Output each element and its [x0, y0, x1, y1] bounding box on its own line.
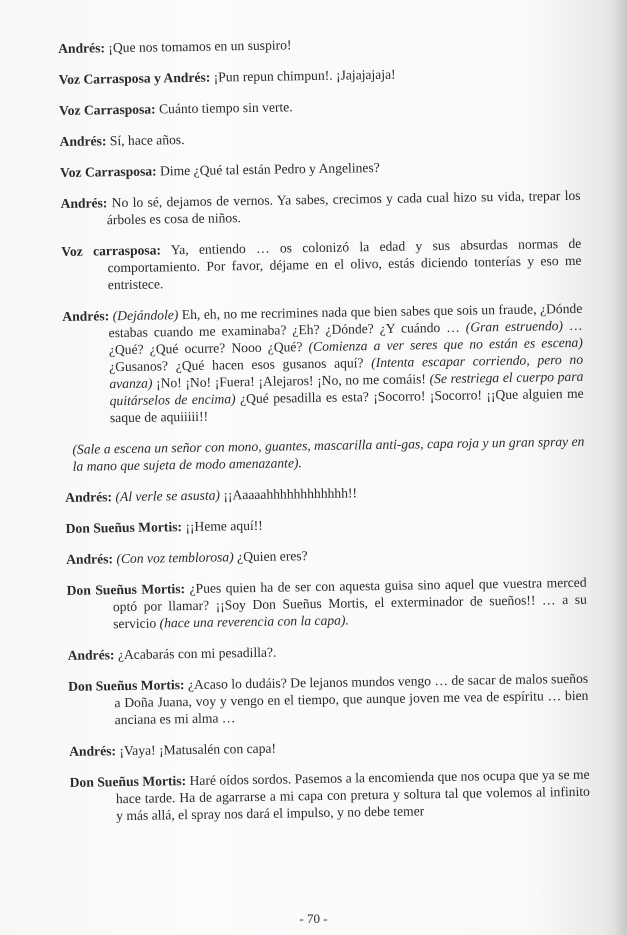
speaker-name: Don Sueñus Mortis:	[65, 519, 183, 536]
speech-text: ¿Pues quien ha de ser con aquesta guisa sino aquel que vuestra merced optó por llamar? ¡¡Soy Don Sueñus Mortis, el exterminador de sueños!! … a su servicio	[112, 574, 587, 632]
dialogue-line	[67, 574, 588, 633]
speech-text: Ya, entiendo … os colonizó la edad y sus absurdas normas de comportamiento. Por favor, déjame en el olivo, estás diciendo tonterías y eso me entristece.	[107, 235, 582, 293]
speaker-name: Andrés:	[69, 743, 117, 759]
speaker-name: Andrés:	[60, 195, 108, 211]
dialogue-line	[60, 187, 580, 229]
stage-direction-text: (Sale a escena un señor con mono, guantes, mascarilla anti-gas, capa roja y un gran spray en la mano que sujeta de modo amenazante).	[72, 433, 585, 474]
speech-text: ¡¡Aaaaahhhhhhhhhhhh!!	[219, 485, 358, 503]
speech-text: Dime ¿Qué tal están Pedro y Angelines?	[156, 159, 380, 179]
dialogue-line	[58, 63, 578, 88]
dialogue-line	[68, 670, 589, 729]
speaker-name: Voz Carrasposa y Andrés:	[58, 69, 211, 87]
speaker-name: Voz carrasposa:	[61, 242, 162, 259]
stage-direction-text: (Gran estruendo)	[465, 318, 564, 335]
dialogue-line	[65, 481, 585, 506]
speaker-name: Andrés:	[62, 308, 110, 324]
speech-text: ¿Acabarás con mi pesadilla?.	[114, 644, 277, 663]
page-gutter-shadow	[613, 0, 627, 935]
speaker-name: Andrés:	[66, 551, 114, 567]
speaker-name: Andrés:	[58, 40, 106, 56]
dialogue-line	[66, 512, 586, 537]
dialogue-line	[60, 156, 580, 181]
stage-direction-text: (Al verle se asusta)	[115, 487, 221, 505]
speaker-name: Voz Carrasposa:	[58, 101, 156, 118]
speech-text: ¿Quien eres?	[233, 548, 308, 565]
dialogue-line	[62, 300, 584, 427]
dialogue-line	[69, 735, 589, 760]
stage-direction	[64, 433, 584, 475]
speech-text: ¿Gusanos? ¿Qué hacen esos gusanos aquí?	[109, 355, 372, 375]
speaker-name: Andrés:	[65, 489, 113, 505]
speaker-name: Don Sueñus Mortis:	[68, 677, 185, 694]
speech-text: ¡No! ¡No! ¡Fuera! ¡Alejaros! ¡No, no me comáis!	[152, 371, 430, 391]
page-number: - 70 -	[299, 911, 328, 926]
speech-text: ¿Acaso lo dudáis? De lejanos mundos vengo … de sacar de malos sueños a Doña Juana, voy y vengo en el tiempo, que aunque joven me vea de espíritu … bien anciana es mi alma …	[114, 670, 589, 728]
speech-text: ¡¡Heme aquí!!	[181, 517, 263, 535]
speech-text: Eh, eh, no me recrimines nada que bien sabes que sois un fraude, ¿Dónde estabas cuando me examinaba? ¿Eh? ¿Dónde? ¿Y cuándo …	[108, 300, 583, 341]
stage-direction-text: (hace una reverencia con la capa).	[159, 612, 349, 631]
dialogue-line	[68, 639, 588, 664]
stage-direction-text: (Dejándole)	[112, 307, 179, 324]
speaker-name: Andrés:	[67, 647, 115, 663]
speech-text: Sí, hace años.	[106, 132, 185, 149]
dialogue-line	[66, 543, 586, 568]
speaker-name: Don Sueñus Mortis:	[69, 773, 187, 790]
dialogue-line	[59, 125, 579, 150]
stage-direction-text: (Se restriega el cuerpo para quitárselos de encima)	[109, 368, 584, 409]
speech-text: ¡Vaya! ¡Matusalén con capa!	[115, 740, 277, 759]
dialogue-line	[61, 235, 582, 294]
stage-direction-text: (Con voz temblorosa)	[116, 549, 234, 567]
speaker-name: Andrés:	[59, 133, 107, 149]
speech-text: Haré oídos sordos. Pasemos a la encomienda que nos ocupa que ya se me hace tarde. Ha de agarrarse a mi capa con pretura y soltura tal que volemos al infinito y más allá, el spray nos dará el impulso, y no debe temer	[115, 766, 590, 824]
dialogue-line	[59, 94, 579, 119]
speech-text: No lo sé, dejamos de vernos. Ya sabes, crecimos y cada cual hizo su vida, trepar los árboles es cosa de niños.	[106, 187, 581, 228]
speech-text: Cuánto tiempo sin verte.	[155, 99, 293, 117]
stage-direction-text: (Intenta escapar corriendo, pero no avanza)	[109, 351, 584, 392]
dialogue-line	[70, 766, 591, 825]
speech-text: ¿Qué pesadilla es esta? ¡Socorro! ¡Socorro! ¡¡Que alguien me saque de aquiiiii!!	[109, 385, 584, 426]
speech-text: ¡Que nos tomamos en un suspiro!	[104, 37, 292, 56]
speaker-name: Voz Carrasposa:	[59, 163, 157, 180]
speech-text: … ¿Qué? ¿Qué ocurre? Nooo ¿Qué?	[108, 317, 583, 358]
speaker-name: Don Sueñus Mortis:	[66, 581, 186, 598]
speech-text: ¡Pun repun chimpun!. ¡Jajajajaja!	[210, 66, 396, 85]
dialogue-text	[58, 32, 590, 839]
stage-direction-text: (Comienza a ver seres que no están es escena)	[308, 334, 583, 355]
dialogue-line	[58, 32, 578, 57]
